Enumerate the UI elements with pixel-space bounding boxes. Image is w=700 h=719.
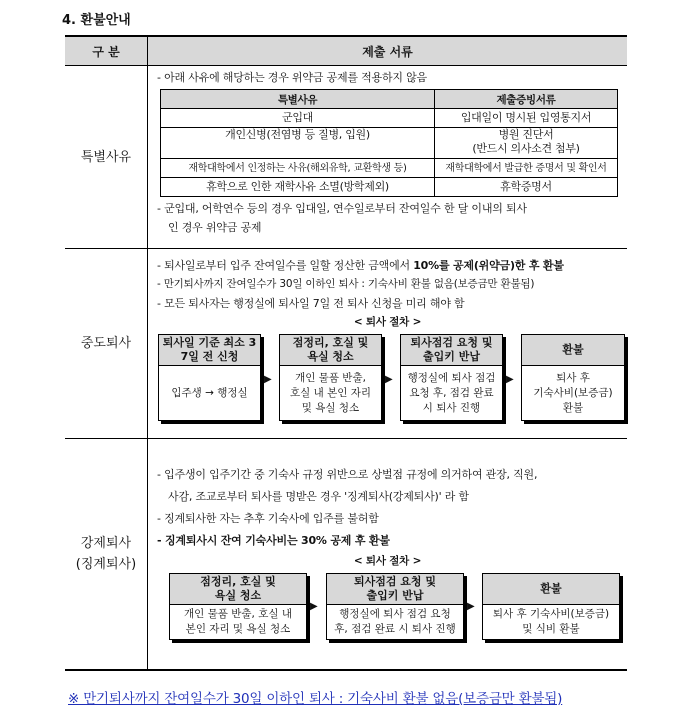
step-head: 욕실 청소 — [307, 350, 354, 363]
step-body: 후, 점검 완료 시 퇴사 진행 — [334, 623, 456, 635]
midterm-procedure — [157, 332, 618, 432]
arrow-icon: ▶ — [264, 374, 272, 385]
special-note-line2: 인 경우 위약금 공제 — [168, 221, 262, 234]
table-row — [161, 159, 618, 178]
row-forced — [65, 439, 627, 671]
table-row — [161, 128, 618, 159]
midterm-line1-b: 10%를 공제(위약금)한 후 환불 — [413, 259, 564, 272]
table-row — [161, 178, 618, 197]
table-row — [161, 109, 618, 128]
table-header-row — [65, 36, 627, 66]
arrow-icon: ▶ — [467, 601, 475, 612]
midterm-proc-title: < 퇴사 절차 > — [353, 316, 422, 328]
category-special: 특별사유 — [65, 66, 148, 249]
forced-proc-title: < 퇴사 절차 > — [353, 555, 422, 567]
docs-cell — [435, 128, 618, 159]
step-body: 입주생 → 행정실 — [171, 386, 248, 399]
inner-header-docs: 제출증빙서류 — [435, 90, 618, 109]
step-body: 호실 내 본인 자리 — [289, 386, 371, 399]
docs-cell: 재학대학에서 발급한 증명서 및 확인서 — [435, 159, 618, 178]
step-body: 행정실에 퇴사 점검 요청 — [339, 608, 451, 620]
header-documents: 제출 서류 — [148, 36, 628, 66]
step-head: 출입키 반납 — [423, 350, 480, 363]
step-body: 행정실에 퇴사 점검 — [407, 371, 496, 384]
content-forced — [148, 439, 628, 671]
midterm-line3: - 모든 퇴사자는 행정실에 퇴사일 7일 전 퇴사 신청을 미리 해야 함 — [157, 297, 465, 310]
midterm-step-2 — [279, 334, 382, 421]
arrow-icon: ▶ — [506, 374, 514, 385]
footer-note: ※ 만기퇴사까지 잔여일수가 30일 이하인 퇴사 : 기숙사비 환불 없음(보증금만 환불됨) — [68, 691, 563, 707]
step-body: 퇴사 후 기숙사비(보증금) — [492, 608, 610, 620]
step-body: 및 욕실 청소 — [301, 401, 360, 414]
step-head: 점정리, 호실 및 — [200, 575, 276, 588]
forced-procedure — [157, 571, 618, 651]
step-head: 7일 전 신청 — [180, 350, 239, 363]
row-midterm — [65, 249, 627, 439]
step-body: 퇴사 후 — [556, 371, 590, 384]
special-note-line1: - 군입대, 어학연수 등의 경우 입대일, 연수일로부터 잔여일수 한 달 이내의 퇴사 — [157, 202, 527, 215]
step-body: 기숙사비(보증금) — [533, 386, 613, 399]
arrow-icon: ▶ — [385, 374, 393, 385]
category-midterm: 중도퇴사 — [65, 249, 148, 439]
step-body: 본인 자리 및 욕실 청소 — [185, 623, 291, 635]
category-forced-line2: (징계퇴사) — [75, 557, 137, 572]
step-body: 및 식비 환불 — [522, 623, 580, 635]
docs-cell: 휴학증명서 — [435, 178, 618, 197]
reason-cell: 휴학으로 인한 재학사유 소멸(방학제외) — [161, 178, 435, 197]
step-body: 개인 물품 반출, 호실 내 — [184, 608, 292, 620]
docs-line: (반드시 의사소견 첨부) — [472, 142, 580, 155]
reason-cell: 재학대학에서 인정하는 사유(해외유학, 교환학생 등) — [161, 159, 435, 178]
docs-line: 병원 진단서 — [498, 128, 554, 141]
content-special — [148, 66, 628, 249]
step-head: 점정리, 호실 및 — [292, 336, 369, 349]
step-head: 환불 — [540, 582, 562, 595]
reason-cell: 개인신병(전염병 등 질병, 입원) — [161, 128, 435, 159]
docs-cell: 입대일이 명시된 입영통지서 — [435, 109, 618, 128]
special-intro: - 아래 사유에 해당하는 경우 위약금 공제를 적용하지 않음 — [157, 71, 427, 84]
forced-line4: - 징계퇴사시 잔여 기숙사비는 30% 공제 후 환불 — [157, 534, 390, 547]
midterm-line1-a: - 퇴사일로부터 입주 잔여일수를 일할 정산한 금액에서 — [157, 259, 414, 272]
category-forced — [65, 439, 148, 671]
step-head: 욕실 청소 — [214, 589, 262, 602]
content-midterm — [148, 249, 628, 439]
forced-line1: - 입주생이 입주기간 중 기숙사 규정 위반으로 상벌점 규정에 의거하여 관장, 직원, — [157, 468, 538, 481]
inner-header-reason: 특별사유 — [161, 90, 435, 109]
forced-step-2 — [326, 573, 464, 640]
refund-table — [65, 35, 627, 671]
step-head: 환불 — [562, 343, 584, 356]
category-forced-line1: 강제퇴사 — [80, 536, 132, 551]
forced-step-3 — [482, 573, 620, 640]
header-category: 구 분 — [65, 36, 148, 66]
midterm-step-1 — [158, 334, 261, 421]
step-head: 퇴사점검 요청 및 — [353, 575, 437, 588]
forced-line3: - 징계퇴사한 자는 추후 기숙사에 입주를 불허함 — [157, 512, 379, 525]
arrow-icon: ▶ — [310, 601, 318, 612]
midterm-line2: - 만기퇴사까지 잔여일수가 30일 이하인 퇴사 : 기숙사비 환불 없음(보증금만 환불됨) — [157, 278, 535, 290]
step-body: 환불 — [562, 401, 584, 414]
step-body: 요청 후, 점검 완료 — [409, 386, 494, 399]
forced-step-1 — [169, 573, 307, 640]
step-body: 시 퇴사 진행 — [422, 401, 481, 414]
midterm-line1 — [157, 256, 618, 275]
step-body: 개인 물품 반출, — [295, 371, 366, 384]
special-reason-table — [160, 89, 618, 197]
midterm-step-3 — [400, 334, 503, 421]
midterm-step-4 — [521, 334, 625, 421]
step-head: 퇴사일 기준 최소 3 — [162, 336, 257, 349]
section-title: 4. 환불안내 — [62, 13, 131, 28]
forced-line2: 사감, 조교로부터 퇴사를 명받은 경우 '징계퇴사(강제퇴사)' 라 함 — [168, 490, 469, 503]
step-head: 출입키 반납 — [366, 589, 424, 602]
step-head: 퇴사점검 요청 및 — [410, 336, 493, 349]
reason-cell: 군입대 — [161, 109, 435, 128]
row-special — [65, 66, 627, 249]
